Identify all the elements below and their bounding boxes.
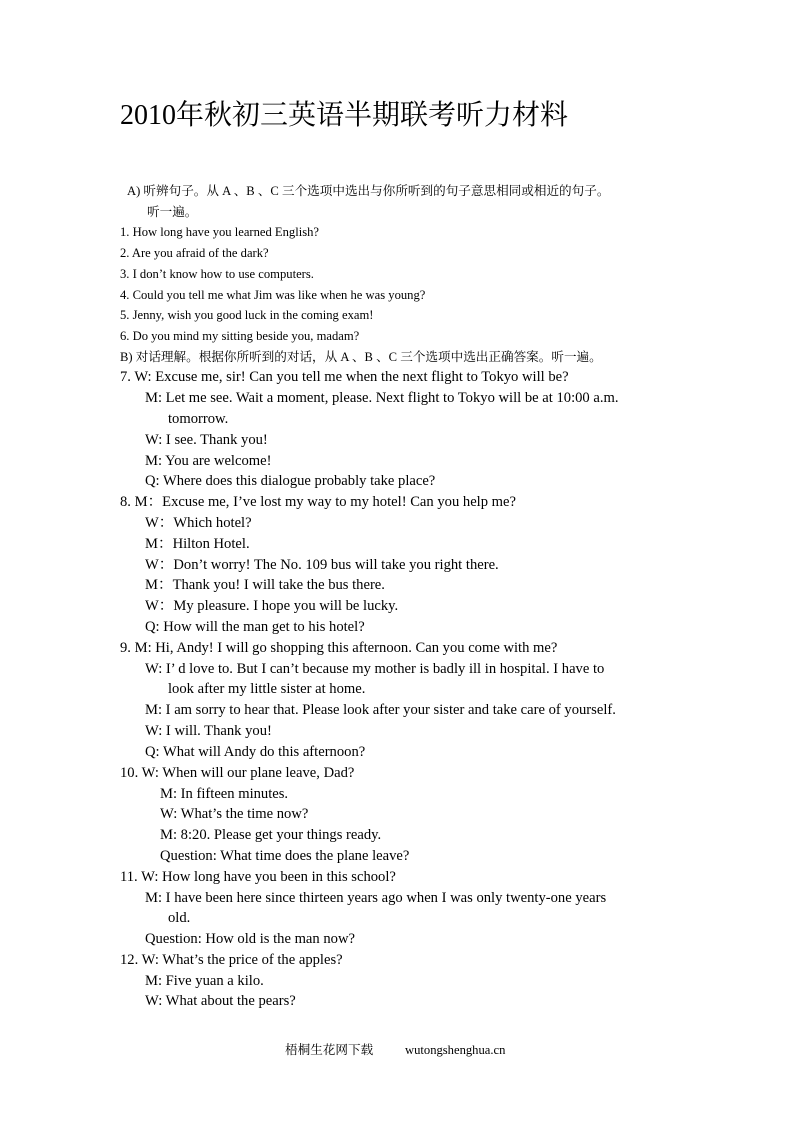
dialogue-line: W: I will. Thank you! [145,723,272,739]
dialogue-line: W: I’ d love to. But I can’t because my mother is badly ill in hospital. I have to [145,661,605,677]
footer-site-url[interactable]: wutongshenghua.cn [405,1043,506,1057]
dialogue-line: M: Five yuan a kilo. [145,973,264,989]
sentence-item: 6. Do you mind my sitting beside you, madam? [120,329,360,343]
sentence-item: 2. Are you afraid of the dark? [120,246,269,260]
sentence-item: 3. I don’t know how to use computers. [120,267,314,281]
dialogue-line: Question: What time does the plane leave? [160,848,410,864]
dialogue-line: look after my little sister at home. [168,681,366,697]
sentence-item: 4. Could you tell me what Jim was like when he was young? [120,288,426,302]
dialogue-line: M: You are welcome! [145,453,272,469]
dialogue-line: Q: What will Andy do this afternoon? [145,744,366,760]
dialogue-line: W：My pleasure. I hope you will be lucky. [145,598,399,614]
dialogue-line: W: What’s the time now? [160,806,309,822]
dialogue-line: old. [168,910,191,926]
dialogue-line: tomorrow. [168,411,229,427]
section-b-instruction: B) 对话理解。根据你所听到的对话，从 A 、B 、C 三个选项中选出正确答案。听一遍。 [120,350,602,364]
dialogue-line: 8. M：Excuse me, I’ve lost my way to my hotel! Can you help me? [120,494,516,510]
dialogue-line: Question: How old is the man now? [145,931,355,947]
dialogue-line: M: 8:20. Please get your things ready. [160,827,382,843]
dialogue-line: 10. W: When will our plane leave, Dad? [120,765,355,781]
sentence-item: 1. How long have you learned English? [120,225,320,239]
dialogue-line: M: I am sorry to hear that. Please look after your sister and take care of yourself. [145,702,616,718]
section-a-instruction: A) 听辨句子。从 A 、B 、C 三个选项中选出与你所听到的句子意思相同或相近的句子。 [127,184,610,198]
dialogue-line: W: I see. Thank you! [145,432,268,448]
dialogue-line: Q: Where does this dialogue probably take place? [145,473,436,489]
sentence-item: 5. Jenny, wish you good luck in the coming exam! [120,308,374,322]
dialogue-line: M：Hilton Hotel. [145,536,250,552]
dialogue-line: 7. W: Excuse me, sir! Can you tell me when the next flight to Tokyo will be? [120,369,569,385]
dialogue-line: 9. M: Hi, Andy! I will go shopping this afternoon. Can you come with me? [120,640,558,656]
dialogue-line: M: Let me see. Wait a moment, please. Next flight to Tokyo will be at 10:00 a.m. [145,390,619,406]
page-title: 2010年秋初三英语半期联考听力材料 [120,100,569,131]
dialogue-line: W：Which hotel? [145,515,252,531]
footer-site-name: 梧桐生花网下载 [285,1043,374,1057]
dialogue-line: Q: How will the man get to his hotel? [145,619,365,635]
dialogue-line: M：Thank you! I will take the bus there. [145,577,385,593]
dialogue-line: W：Don’t worry! The No. 109 bus will take you right there. [145,557,499,573]
section-a-instruction-continued: 听一遍。 [147,205,198,219]
dialogue-line: 11. W: How long have you been in this school? [120,869,396,885]
dialogue-line: W: What about the pears? [145,993,296,1009]
dialogue-line: M: I have been here since thirteen years ago when I was only twenty-one years [145,890,607,906]
dialogue-line: M: In fifteen minutes. [160,786,289,802]
dialogue-line: 12. W: What’s the price of the apples? [120,952,343,968]
